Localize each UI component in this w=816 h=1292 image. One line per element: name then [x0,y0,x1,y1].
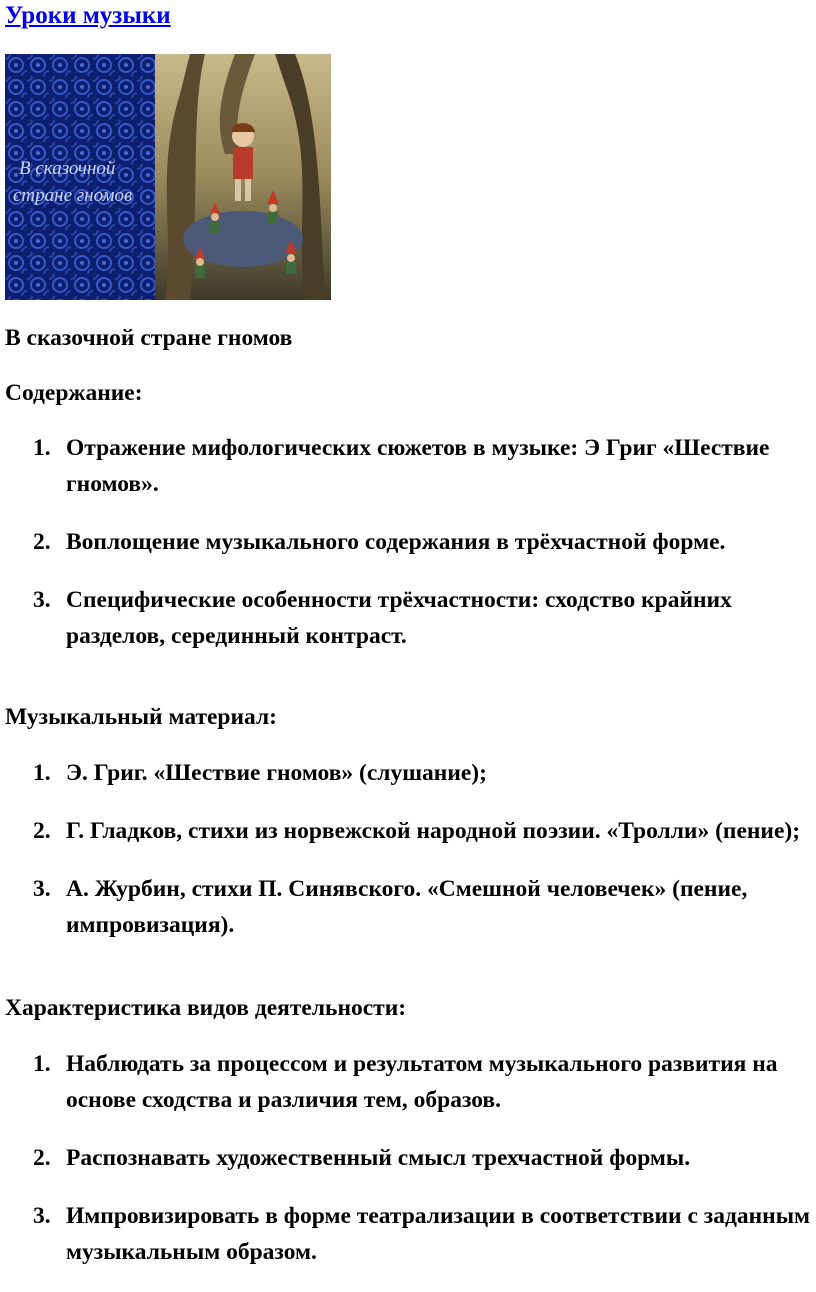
list-number: 3. [33,587,51,613]
list-item [0,582,811,654]
list-item-text: Э. Григ. «Шествие гномов» (слушание); [66,760,487,786]
list-item-text: Импровизировать в форме театрализации в соответствии с заданным музыкальным образом. [66,1203,811,1265]
list-item-text: Специфические особенности трёхчастности: сходство крайних разделов, серединный контраст. [66,587,732,649]
list-number: 2. [33,818,51,844]
list-number: 1. [33,760,51,786]
list-item [0,524,811,560]
cover-caption-line1: В сказочной [19,158,116,179]
list-item-text: Распознавать художественный смысл трехчастной формы. [66,1145,691,1171]
activities-heading: Характеристика видов деятельности: [5,995,407,1021]
list-item-text: Наблюдать за процессом и результатом музыкального развития на основе сходства и различия тем, образов. [66,1051,778,1113]
list-number: 2. [33,529,51,555]
material-heading: Музыкальный материал: [5,704,278,730]
lesson-cover-image [5,54,331,300]
topic-title: В сказочной стране гномов [5,325,293,351]
list-item [0,1198,811,1270]
material-list [0,755,816,965]
list-item [0,1046,811,1118]
list-item [0,871,811,943]
list-item [0,1140,811,1176]
list-item-text: Г. Гладков, стихи из норвежской народной поэзии. «Тролли» (пение); [66,818,801,844]
list-item-text: Воплощение музыкального содержания в трёхчастной форме. [66,529,726,555]
list-number: 1. [33,435,51,461]
list-number: 3. [33,1203,51,1229]
cover-caption-line2: стране гномов [13,185,133,206]
list-number: 1. [33,1051,51,1077]
list-item [0,430,811,502]
list-item-text: А. Журбин, стихи П. Синявского. «Смешной человечек» (пение, импровизация). [66,876,748,938]
content-heading: Содержание: [5,380,143,406]
activities-list [0,1046,816,1292]
list-number: 3. [33,876,51,902]
lessons-link[interactable]: Уроки музыки [5,2,171,29]
list-item-text: Отражение мифологических сюжетов в музыке: Э Григ «Шествие гномов». [66,435,770,497]
list-item [0,813,811,849]
list-item [0,755,811,791]
content-list [0,430,816,676]
list-number: 2. [33,1145,51,1171]
